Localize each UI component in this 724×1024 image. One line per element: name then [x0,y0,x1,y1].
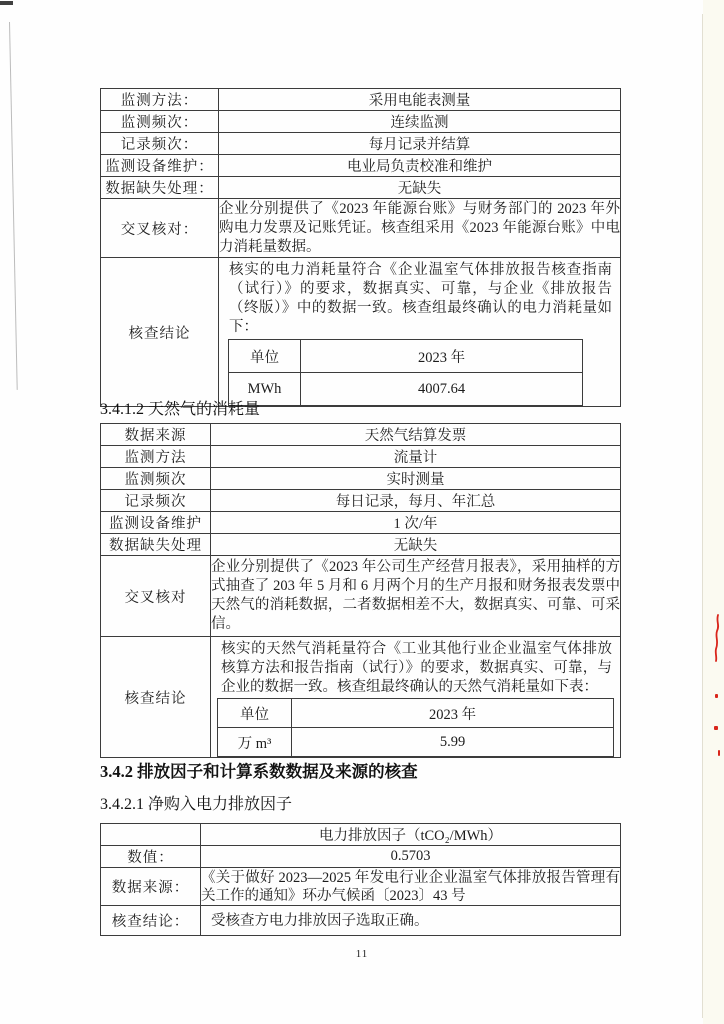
row-label: 记录频次： [101,133,219,155]
page-edge-strip [703,0,724,1024]
row-value: 采用电能表测量 [219,89,621,111]
row-label: 监测方法 [101,446,211,468]
table-row [101,133,621,155]
row-label: 数值： [101,846,201,868]
factor-source-text: 《关于做好 2023—2025 年发电行业企业温室气体排放报告管理有关工作的通知》环办气候函〔2023〕43 号 [201,869,620,904]
scan-line-left [9,22,18,390]
table-row [101,468,621,490]
unit-header: 单位 [218,699,292,728]
gas-result-table [217,698,614,757]
row-value: 流量计 [211,446,621,468]
unit-cell: MWh [229,373,301,406]
result-value-row [229,373,583,406]
red-pen-squiggle-mark [712,614,722,662]
section-heading-3421: 3.4.2.1 净购入电力排放因子 [100,796,293,813]
table-row [101,155,621,177]
row-label: 监测频次 [101,468,211,490]
result-header-row [229,340,583,373]
result-header-row [218,699,614,728]
red-pen-dot [714,726,718,730]
row-value: 每日记录，每月、年汇总 [211,490,621,512]
row-value: 无缺失 [219,177,621,199]
natural-gas-consumption-table [100,423,621,758]
cross-check-text: 企业分别提供了《2023 年能源台账》与财务部门的 2023 年外购电力发票及记账凭证。核查组采用《2023 年能源台账》中电力消耗量数据。 [219,199,621,258]
row-label: 数据来源： [101,868,201,906]
value-cell: 5.99 [292,728,614,757]
emission-factor-table [100,823,621,936]
conclusion-cell [211,637,621,758]
cross-check-row [101,199,621,258]
section-heading-342: 3.4.2 排放因子和计算系数数据及来源的核查 [100,762,418,781]
row-label: 数据来源 [101,424,211,446]
cross-check-row [101,556,621,637]
row-label: 交叉核对： [101,199,219,258]
value-cell: 4007.64 [301,373,583,406]
row-value: 连续监测 [219,111,621,133]
row-label: 监测频次： [101,111,219,133]
conclusion-text: 核实的天然气消耗量符合《工业其他行业企业温室气体排放核算方法和报告指南（试行）》的要求，数据真实、可靠，与企业的数据一致。核查组最终确认的天然气消耗量如下表： [221,641,612,695]
conclusion-row [101,258,621,407]
row-value: 无缺失 [211,534,621,556]
red-pen-dot [718,750,720,756]
row-label: 数据缺失处理： [101,177,219,199]
table-row [101,534,621,556]
electricity-result-table [228,339,583,406]
conclusion-row [101,637,621,758]
row-value: 每月记录并结算 [219,133,621,155]
row-label: 数据缺失处理 [101,534,211,556]
factor-value-row [101,846,621,868]
row-label: 监测方法： [101,89,219,111]
unit-header: 单位 [229,340,301,373]
year-header: 2023 年 [301,340,583,373]
result-value-row [218,728,614,757]
conclusion-cell [219,258,621,407]
table-row [101,177,621,199]
row-label: 核查结论 [101,637,211,758]
table-row [101,424,621,446]
factor-conclusion-text: 受核查方电力排放因子选取正确。 [201,906,621,936]
scan-fold-line [702,14,703,1018]
row-label: 记录频次 [101,490,211,512]
section-heading-3412: 3.4.1.2 天然气的消耗量 [100,401,261,418]
year-header: 2023 年 [292,699,614,728]
table-row [101,111,621,133]
table-row [101,89,621,111]
row-label: 核查结论 [101,258,219,407]
table-row [101,490,621,512]
red-pen-dot [715,694,718,698]
factor-header-row [101,824,621,846]
unit-cell: 万 m³ [218,728,292,757]
page-number: 11 [355,948,369,960]
row-label: 监测设备维护： [101,155,219,177]
row-label: 交叉核对 [101,556,211,637]
row-value: 天然气结算发票 [211,424,621,446]
row-value: 1 次/年 [211,512,621,534]
factor-header: 电力排放因子（tCO₂/MWh） [201,824,621,846]
row-value: 电业局负责校准和维护 [219,155,621,177]
row-value: 实时测量 [211,468,621,490]
electricity-consumption-table [100,88,621,407]
table-row [101,512,621,534]
conclusion-text: 核实的电力消耗量符合《企业温室气体排放报告核查指南（试行）》的要求，数据真实、可靠，与企业《排放报告（终版）》中的数据一致。核查组最终确认的电力消耗量如下： [229,262,612,335]
scan-mark-topleft [0,1,13,5]
empty-cell [101,824,201,846]
factor-conclusion-row [101,906,621,936]
table-row [101,446,621,468]
row-label: 核查结论： [101,906,201,936]
factor-value: 0.5703 [201,846,621,868]
row-label: 监测设备维护 [101,512,211,534]
factor-source-row [101,868,621,906]
cross-check-text: 企业分别提供了《2023 年公司生产经营月报表》，采用抽样的方式抽查了 203 年 5 月和 6 月两个月的生产月报和财务报表发票中天然气的消耗数据，二者数据相差不大，数据真实、可靠、可采信。 [211,556,621,637]
